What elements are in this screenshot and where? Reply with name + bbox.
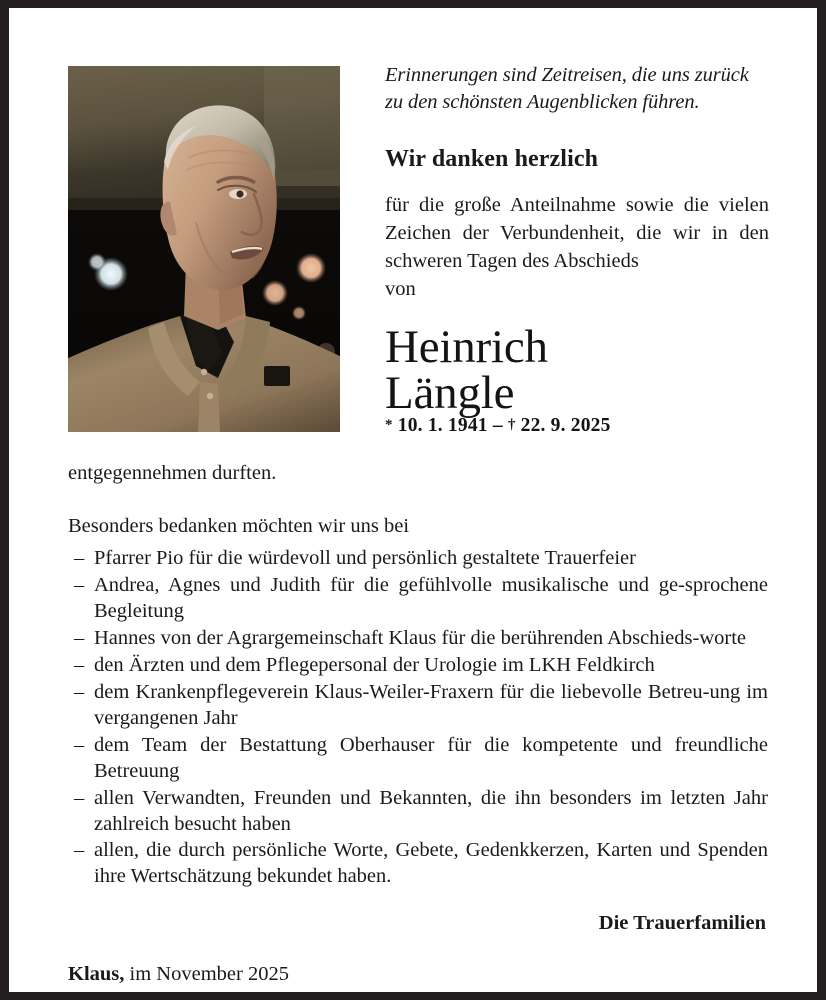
- intro-paragraph: [385, 192, 769, 304]
- deceased-name-block: [385, 320, 769, 437]
- memorial-quote: [385, 62, 769, 115]
- signoff-families: Die Trauerfamilien: [598, 912, 766, 935]
- died-symbol: †: [507, 416, 516, 433]
- portrait-photo: [68, 66, 340, 432]
- body-section: [68, 460, 768, 986]
- deceased-first-name: Heinrich: [385, 320, 548, 373]
- bullet-dash: –: [74, 839, 85, 862]
- list-item-text: Pfarrer Pio für die würdevoll und persönlich gestaltete Trauerfeier: [94, 547, 636, 570]
- list-intro: Besonders bedanken möchten wir uns bei: [68, 514, 410, 537]
- life-dates: [385, 415, 769, 437]
- continuation-line: entgegennehmen durften.: [68, 462, 277, 484]
- list-item-text: den Ärzten und dem Pflegepersonal der Urologie im LKH Feldkirch: [94, 653, 655, 676]
- portrait-illustration: [68, 66, 340, 432]
- bullet-dash: –: [74, 733, 85, 756]
- date-separator: –: [492, 414, 503, 436]
- list-item: [68, 653, 768, 679]
- bullet-dash: –: [74, 786, 85, 809]
- quote-line-2: zu den schönsten Augenblicken führen.: [385, 90, 700, 113]
- list-item-text: Andrea, Agnes und Judith für die gefühlvolle musikalische und ge-​sprochene Begleitung: [94, 574, 768, 623]
- died-date: 22. 9. 2025: [520, 414, 611, 436]
- bullet-dash: –: [74, 574, 85, 597]
- bullet-dash: –: [74, 653, 85, 676]
- list-item: [68, 786, 768, 838]
- bullet-dash: –: [74, 680, 85, 703]
- list-item: [68, 546, 768, 572]
- list-item: [68, 680, 768, 732]
- thanks-list: [68, 546, 768, 890]
- list-item-text: allen Verwandten, Freunden und Bekannten, die ihn besonders im letzten Jahr zahlreich besucht haben: [94, 786, 768, 835]
- notice-date: im November 2025: [129, 963, 289, 986]
- quote-line-1: Erinnerungen sind Zeitreisen, die uns zurück: [385, 64, 749, 86]
- list-item: [68, 733, 768, 785]
- notice-sheet: [9, 8, 817, 992]
- right-text-column: [385, 62, 769, 437]
- intro-text: für die große Anteilnahme sowie die vielen Zeichen der Verbundenheit, die wir in den schweren Tagen des Abschieds: [385, 194, 769, 272]
- list-item: [68, 838, 768, 890]
- born-date: 10. 1. 1941: [397, 414, 488, 436]
- list-item-text: dem Team der Bestattung Oberhauser für die kompetente und freundliche Betreuung: [94, 733, 768, 782]
- list-item-text: Hannes von der Agrargemeinschaft Klaus für die berührenden Abschieds-​worte: [94, 627, 746, 650]
- bullet-dash: –: [74, 547, 85, 570]
- place-and-date: [68, 963, 768, 986]
- list-item: [68, 573, 768, 625]
- top-section: [9, 8, 817, 440]
- list-item-text: dem Krankenpflegeverein Klaus-Weiler-Fraxern für die liebevolle Betreu-​ung im vergangenen Jahr: [94, 680, 768, 729]
- thanks-heading: Wir danken herzlich: [385, 146, 599, 173]
- place-name: Klaus,: [68, 963, 125, 986]
- born-symbol: *: [385, 416, 393, 433]
- intro-last-word: von: [385, 277, 416, 300]
- bullet-dash: –: [74, 627, 85, 650]
- list-item: [68, 626, 768, 652]
- list-item-text: allen, die durch persönliche Worte, Gebete, Gedenkkerzen, Karten und Spenden ihre Wertschätzung bekundet haben.: [94, 839, 768, 888]
- deceased-last-name: Längle: [385, 367, 515, 420]
